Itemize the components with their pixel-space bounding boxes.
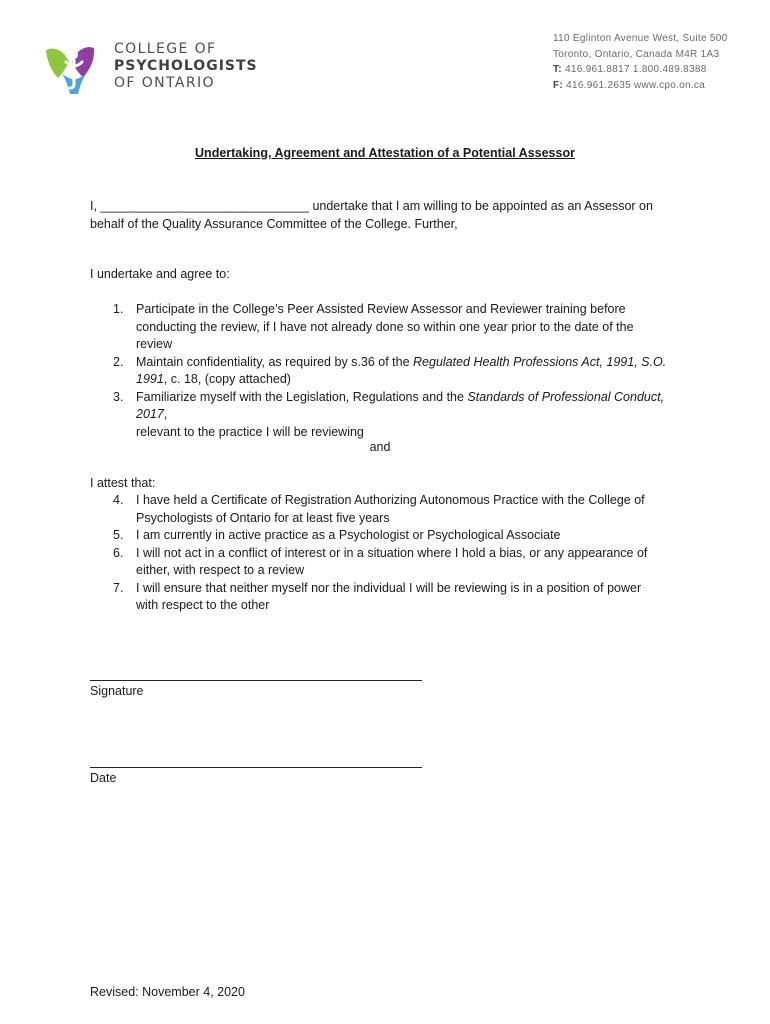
attest-list (90, 492, 680, 615)
undertake-list (90, 301, 680, 441)
date-line[interactable] (90, 767, 422, 768)
logo-line-1: COLLEGE OF (114, 41, 217, 57)
list-item: 5. I am currently in active practice as a Psychologist or Psychological Associate (113, 528, 561, 542)
college-address (553, 31, 728, 93)
address-line-1: 110 Eglinton Avenue West, Suite 500 (553, 33, 728, 44)
signature-label: Signature (90, 684, 144, 698)
undertake-heading: I undertake and agree to: (90, 267, 230, 281)
attest-heading: I attest that: (90, 476, 156, 490)
intro-paragraph (90, 198, 690, 233)
logo-wordmark (114, 41, 258, 92)
logo-line-2: PSYCHOLOGISTS (114, 58, 258, 74)
intro-line-2: behalf of the Quality Assurance Committee of the College. Further, (90, 216, 458, 231)
and-connector: and (369, 440, 391, 454)
logo-line-3: OF ONTARIO (114, 75, 215, 91)
list-item: 4. I have held a Certificate of Registration Authorizing Autonomous Practice with the College of Psychologists of Ontario for at least five years (113, 493, 645, 525)
intro-line-1: I, ______________________________ undertake that I am willing to be appointed as an Assessor on (90, 199, 653, 213)
revision-date: Revised: November 4, 2020 (90, 985, 245, 999)
list-item: 6. I will not act in a conflict of interest or in a situation where I hold a bias, or any appearance of either, with respect to a review (113, 545, 648, 577)
list-item: 3. Familiarize myself with the Legislation, Regulations and the Standards of Professional Conduct, 2017, relevant to the practice I will be reviewing (113, 389, 665, 439)
list-item: 1. Participate in the College’s Peer Assisted Review Assessor and Reviewer training before conducting the review, if I have not already done so within one year prior to the date of the review (113, 302, 634, 351)
signature-line[interactable] (90, 680, 422, 681)
date-label: Date (90, 771, 117, 785)
list-item: 7. I will ensure that neither myself nor the individual I will be reviewing is in a position of power with respect to the other (113, 580, 642, 612)
address-line-2: Toronto, Ontario, Canada M4R 1A3 (553, 48, 720, 60)
cpo-logo-icon (44, 44, 104, 96)
list-item: 2. Maintain confidentiality, as required by s.36 of the Regulated Health Professions Act, 1991, S.O. 1991, c. 18, (copy attached) (113, 354, 667, 386)
document-title: Undertaking, Agreement and Attestation of a Potential Assessor (195, 146, 575, 160)
telephone-line: T: 416.961.8817 1.800.489.8388 (553, 64, 707, 75)
fax-line: F: 416.961.2635 www.cpo.on.ca (553, 79, 706, 91)
